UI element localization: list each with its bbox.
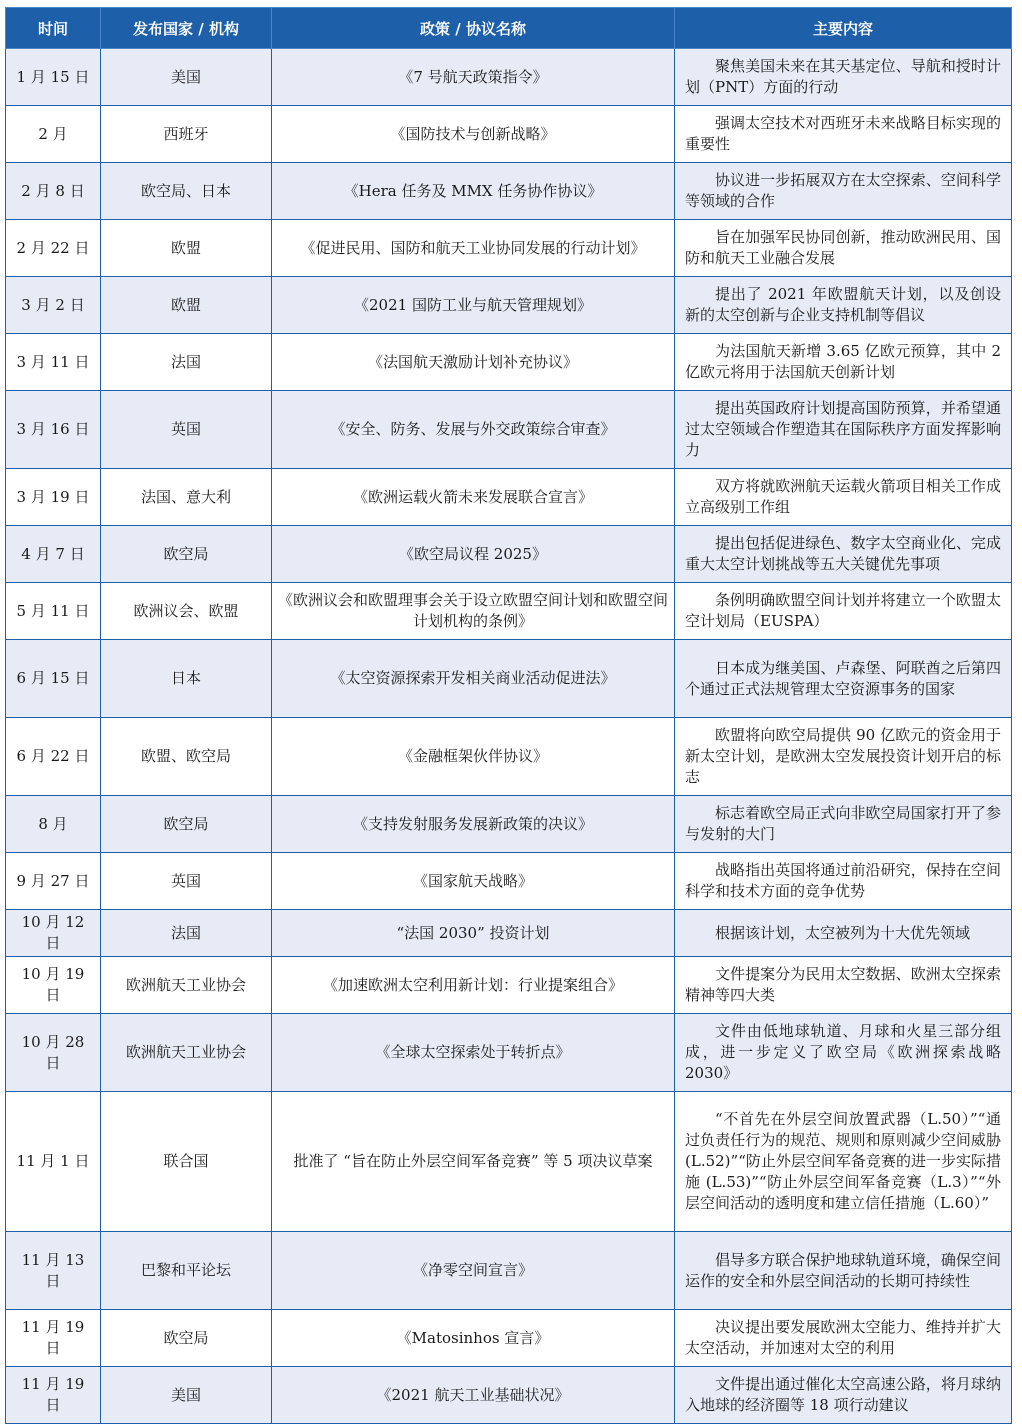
table-row [6,718,1012,796]
policy-table-container [5,7,1011,1424]
cell-org: 英国 [101,391,272,469]
cell-time: 2 月 8 日 [6,163,101,220]
cell-org: 欧盟 [101,277,272,334]
cell-policy-name: 《国防技术与创新战略》 [272,106,675,163]
cell-policy-name: 《加速欧洲太空利用新计划：行业提案组合》 [272,957,675,1014]
cell-time: 11 月 1 日 [6,1092,101,1232]
table-row [6,910,1012,957]
cell-policy-name: 《国家航天战略》 [272,853,675,910]
cell-org: 欧洲航天工业协会 [101,957,272,1014]
cell-main-content: 提出了 2021 年欧盟航天计划，以及创设新的太空创新与企业支持机制等倡议 [675,277,1012,334]
cell-org: 西班牙 [101,106,272,163]
table-row [6,163,1012,220]
cell-main-content: 标志着欧空局正式向非欧空局国家打开了参与发射的大门 [675,796,1012,853]
table-row [6,106,1012,163]
cell-time: 9 月 27 日 [6,853,101,910]
cell-policy-name: 《太空资源探索开发相关商业活动促进法》 [272,640,675,718]
table-row [6,469,1012,526]
header-time: 时间 [6,8,101,49]
cell-main-content: 文件提出通过催化太空高速公路，将月球纳入地球的经济圈等 18 项行动建议 [675,1367,1012,1424]
cell-org: 欧洲议会、欧盟 [101,583,272,640]
cell-policy-name: “法国 2030” 投资计划 [272,910,675,957]
cell-org: 欧盟、欧空局 [101,718,272,796]
table-row [6,220,1012,277]
cell-main-content: 日本成为继美国、卢森堡、阿联酋之后第四个通过正式法规管理太空资源事务的国家 [675,640,1012,718]
policy-table [5,7,1012,1424]
cell-time: 5 月 11 日 [6,583,101,640]
cell-org: 欧空局、日本 [101,163,272,220]
cell-main-content: 协议进一步拓展双方在太空探索、空间科学等领域的合作 [675,163,1012,220]
cell-main-content: 根据该计划，太空被列为十大优先领域 [675,910,1012,957]
cell-main-content: 双方将就欧洲航天运载火箭项目相关工作成立高级别工作组 [675,469,1012,526]
cell-org: 法国 [101,334,272,391]
table-row [6,391,1012,469]
table-body [6,49,1012,1424]
cell-time: 2 月 22 日 [6,220,101,277]
table-row [6,1310,1012,1367]
cell-policy-name: 《全球太空探索处于转折点》 [272,1014,675,1092]
cell-org: 联合国 [101,1092,272,1232]
cell-main-content: 文件由低地球轨道、月球和火星三部分组成，进一步定义了欧空局《欧洲探索战略 2030》 [675,1014,1012,1092]
cell-policy-name: 《支持发射服务发展新政策的决议》 [272,796,675,853]
cell-time: 11 月 13 日 [6,1232,101,1310]
cell-org: 英国 [101,853,272,910]
cell-main-content: 倡导多方联合保护地球轨道环境，确保空间运作的安全和外层空间活动的长期可持续性 [675,1232,1012,1310]
cell-policy-name: 《金融框架伙伴协议》 [272,718,675,796]
cell-org: 日本 [101,640,272,718]
cell-policy-name: 《安全、防务、发展与外交政策综合审查》 [272,391,675,469]
cell-main-content: 提出英国政府计划提高国防预算，并希望通过太空领域合作塑造其在国际秩序方面发挥影响力 [675,391,1012,469]
cell-policy-name: 《促进民用、国防和航天工业协同发展的行动计划》 [272,220,675,277]
cell-time: 3 月 16 日 [6,391,101,469]
table-row [6,957,1012,1014]
cell-policy-name: 《2021 航天工业基础状况》 [272,1367,675,1424]
cell-policy-name: 《净零空间宣言》 [272,1232,675,1310]
cell-main-content: 欧盟将向欧空局提供 90 亿欧元的资金用于新太空计划，是欧洲太空发展投资计划开启的标志 [675,718,1012,796]
table-row [6,277,1012,334]
cell-policy-name: 《Matosinhos 宣言》 [272,1310,675,1367]
cell-time: 6 月 22 日 [6,718,101,796]
cell-time: 3 月 11 日 [6,334,101,391]
cell-policy-name: 《Hera 任务及 MMX 任务协作协议》 [272,163,675,220]
header-policy-name: 政策 / 协议名称 [272,8,675,49]
cell-org: 欧盟 [101,220,272,277]
table-row [6,1014,1012,1092]
cell-time: 10 月 28 日 [6,1014,101,1092]
cell-time: 8 月 [6,796,101,853]
cell-time: 1 月 15 日 [6,49,101,106]
cell-time: 6 月 15 日 [6,640,101,718]
table-row [6,49,1012,106]
cell-policy-name: 批准了 “旨在防止外层空间军备竞赛” 等 5 项决议草案 [272,1092,675,1232]
cell-time: 3 月 2 日 [6,277,101,334]
cell-org: 欧空局 [101,526,272,583]
cell-policy-name: 《7 号航天政策指令》 [272,49,675,106]
header-main-content: 主要内容 [675,8,1012,49]
cell-main-content: “不首先在外层空间放置武器（L.50）”“通过负责任行为的规范、规则和原则减少空间威胁 (L.52)”“防止外层空间军备竞赛的进一步实际措施 (L.53)”“防止外层空间军备竞赛（L.3）”“外层空间活动的透明度和建立信任措施（L.60）” [675,1092,1012,1232]
table-row [6,853,1012,910]
cell-org: 欧洲航天工业协会 [101,1014,272,1092]
cell-main-content: 条例明确欧盟空间计划并将建立一个欧盟太空计划局（EUSPA） [675,583,1012,640]
cell-org: 法国 [101,910,272,957]
cell-policy-name: 《法国航天激励计划补充协议》 [272,334,675,391]
cell-time: 2 月 [6,106,101,163]
cell-org: 欧空局 [101,1310,272,1367]
table-row [6,526,1012,583]
cell-time: 3 月 19 日 [6,469,101,526]
cell-main-content: 强调太空技术对西班牙未来战略目标实现的重要性 [675,106,1012,163]
cell-main-content: 战略指出英国将通过前沿研究，保持在空间科学和技术方面的竞争优势 [675,853,1012,910]
cell-org: 美国 [101,1367,272,1424]
cell-main-content: 提出包括促进绿色、数字太空商业化、完成重大太空计划挑战等五大关键优先事项 [675,526,1012,583]
cell-policy-name: 《欧洲运载火箭未来发展联合宣言》 [272,469,675,526]
cell-time: 10 月 19 日 [6,957,101,1014]
cell-org: 巴黎和平论坛 [101,1232,272,1310]
cell-policy-name: 《2021 国防工业与航天管理规划》 [272,277,675,334]
cell-time: 10 月 12 日 [6,910,101,957]
table-row [6,640,1012,718]
table-row [6,583,1012,640]
cell-main-content: 聚焦美国未来在其天基定位、导航和授时计划（PNT）方面的行动 [675,49,1012,106]
cell-org: 欧空局 [101,796,272,853]
cell-main-content: 决议提出要发展欧洲太空能力、维持并扩大太空活动，并加速对太空的利用 [675,1310,1012,1367]
table-row [6,796,1012,853]
cell-policy-name: 《欧空局议程 2025》 [272,526,675,583]
header-org: 发布国家 / 机构 [101,8,272,49]
cell-org: 美国 [101,49,272,106]
table-header-row [6,8,1012,49]
cell-main-content: 旨在加强军民协同创新，推动欧洲民用、国防和航天工业融合发展 [675,220,1012,277]
cell-time: 4 月 7 日 [6,526,101,583]
cell-time: 11 月 19 日 [6,1310,101,1367]
cell-org: 法国、意大利 [101,469,272,526]
table-row [6,1232,1012,1310]
cell-main-content: 为法国航天新增 3.65 亿欧元预算，其中 2 亿欧元将用于法国航天创新计划 [675,334,1012,391]
cell-main-content: 文件提案分为民用太空数据、欧洲太空探索精神等四大类 [675,957,1012,1014]
cell-time: 11 月 19 日 [6,1367,101,1424]
cell-policy-name: 《欧洲议会和欧盟理事会关于设立欧盟空间计划和欧盟空间计划机构的条例》 [272,583,675,640]
table-row [6,334,1012,391]
table-row [6,1092,1012,1232]
